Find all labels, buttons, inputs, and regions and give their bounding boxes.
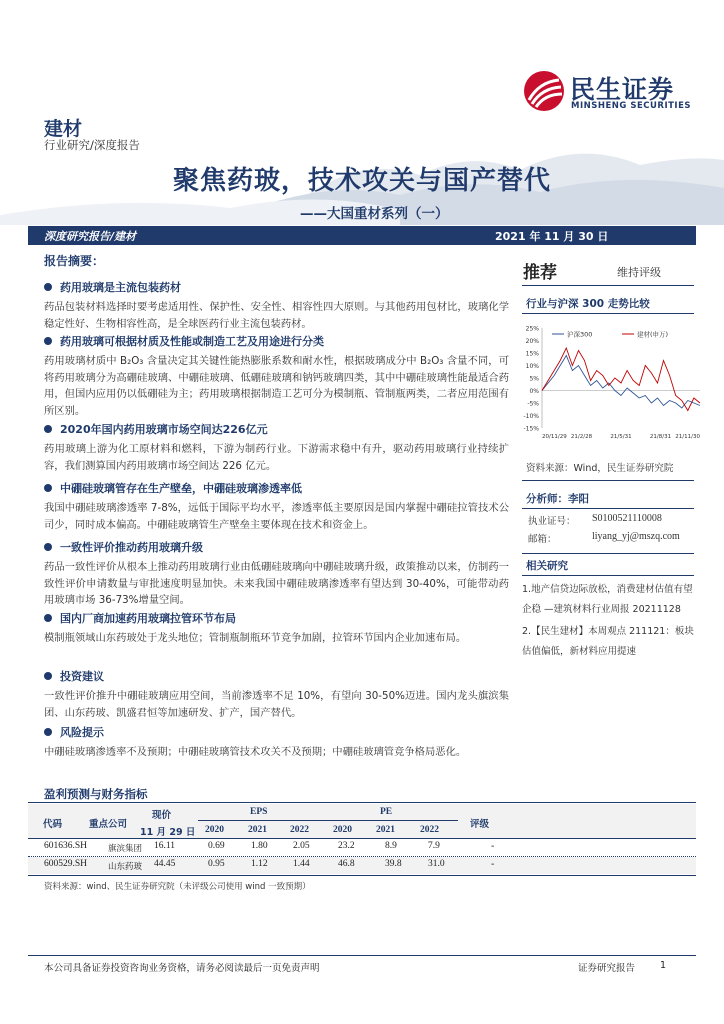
y-tick-label: 25% <box>525 325 539 333</box>
footer-disclaimer: 本公司具备证券投资咨询业务资格，请务必阅读最后一页免责声明 <box>44 963 320 974</box>
cell-eps: 1.44 <box>293 859 310 869</box>
cell-code: 601636.SH <box>44 841 88 851</box>
table-top-rule <box>28 802 696 803</box>
legend-label: 沪深300 <box>567 330 593 339</box>
bullet-icon <box>44 425 52 433</box>
bullet-icon <box>44 484 52 492</box>
summary-section <box>44 610 509 647</box>
divider <box>522 313 694 314</box>
y-tick-label: -10% <box>523 413 539 420</box>
cell-rating: - <box>491 859 495 870</box>
related-title: 相关研究 <box>526 560 568 572</box>
section-heading: 中硼硅玻璃管存在生产壁垒，中硼硅玻璃渗透率低 <box>60 482 302 495</box>
header-year: 2022 <box>420 825 439 835</box>
bullet-icon <box>44 337 52 345</box>
cell-pe: 23.2 <box>338 841 355 851</box>
x-tick-label: 21/2/28 <box>570 434 593 440</box>
header-sub-rule <box>198 820 458 821</box>
analyst-title: 分析师：李阳 <box>526 493 589 505</box>
bar-category: 深度研究报告/建材 <box>44 230 137 243</box>
header-code: 代码 <box>43 819 63 830</box>
header-year: 2021 <box>376 825 395 835</box>
y-tick-label: 5% <box>529 375 539 383</box>
logo-text: 民生证券 <box>570 75 675 104</box>
section-heading: 药用玻璃是主流包装药材 <box>60 281 181 294</box>
header-eps: EPS <box>250 807 268 817</box>
divider <box>522 575 694 576</box>
cell-company: 山东药玻 <box>108 862 143 872</box>
license-number: S0100521110008 <box>592 513 662 524</box>
divider <box>522 285 694 286</box>
section-text: 药品包装材料选择时要考虑适用性、保护性、安全性、相容性四大原则。与其他药用包材比，玻璃化学稳定性好、生物相容性高，是全球医药行业主流包装药材。 <box>44 301 509 330</box>
header-bar <box>28 226 696 245</box>
header-rating: 评级 <box>470 819 490 830</box>
x-tick-label: 21/11/30 <box>675 434 700 440</box>
legend-label: 建材(申万) <box>637 330 669 339</box>
header-company: 重点公司 <box>89 819 128 830</box>
cell-price: 16.11 <box>154 841 176 851</box>
header-price: 现价 <box>152 810 172 821</box>
report-subtitle: ——大国重材系列（一） <box>300 206 449 222</box>
report-title: 聚焦药玻，技术攻关与国产替代 <box>172 166 551 196</box>
section-heading: 风险提示 <box>60 726 104 739</box>
section-text: 模制瓶领域山东药玻处于龙头地位；管制瓶制瓶环节竞争加剧，拉管环节国内企业加速布局。 <box>44 632 467 644</box>
chart-title: 行业与沪深 300 走势比较 <box>526 298 650 310</box>
summary-section <box>44 480 509 533</box>
header-price-date: 11 月 29 日 <box>140 827 196 838</box>
series-line <box>542 348 700 411</box>
y-tick-label: -15% <box>523 425 539 433</box>
x-tick-label: 21/8/31 <box>649 434 672 440</box>
report-type: 行业研究/深度报告 <box>44 138 140 152</box>
table-header-bg <box>28 804 696 838</box>
header-year: 2022 <box>290 825 309 835</box>
summary-section <box>44 724 509 761</box>
header-year: 2021 <box>248 825 267 835</box>
table-title: 盈利预测与财务指标 <box>44 787 148 801</box>
summary-section <box>44 539 509 609</box>
table-row <box>28 839 696 856</box>
related-item[interactable]: 2.【民生建材】本周观点 211121：板块估值偏低，新材料应用提速 <box>522 626 694 657</box>
summary-label: 报告摘要： <box>44 254 105 268</box>
y-tick-label: -5% <box>527 400 539 408</box>
series-line <box>542 356 700 409</box>
header-year: 2020 <box>205 825 224 835</box>
email-label: 邮箱： <box>528 534 557 545</box>
cell-eps: 2.05 <box>293 841 310 851</box>
bullet-icon <box>44 283 52 291</box>
header-pe: PE <box>380 807 393 817</box>
bullet-icon <box>44 614 52 622</box>
cell-code: 600529.SH <box>44 859 88 869</box>
recommend-label: 推荐 <box>523 263 557 283</box>
minsheng-logo-icon <box>523 70 565 112</box>
section-text: 一致性评价推升中硼硅玻璃应用空间，当前渗透率不足 10%，有望向 30-50%迈进。国内龙头旗滨集团、山东药玻、凯盛君恒等加速研发、扩产，国产替代。 <box>44 690 509 719</box>
cell-eps: 1.80 <box>251 841 268 851</box>
logo-english: MINSHENG SECURITIES <box>571 101 691 111</box>
summary-section <box>44 421 509 474</box>
cell-company: 旗滨集团 <box>108 844 143 854</box>
cell-eps: 0.69 <box>208 841 225 851</box>
related-item[interactable]: 1.地产信贷边际放松，消费建材估值有望企稳 —建筑材料行业周报 20211128 <box>522 584 693 615</box>
section-heading: 国内厂商加速药用玻璃拉管环节布局 <box>60 612 236 625</box>
chart-source: 资料来源：Wind，民生证券研究院 <box>526 463 674 474</box>
y-tick-label: 20% <box>525 338 539 345</box>
divider <box>522 553 694 554</box>
cell-pe: 46.8 <box>338 859 355 869</box>
y-tick-label: 15% <box>525 350 539 358</box>
summary-section <box>44 279 509 332</box>
cell-pe: 7.9 <box>428 841 440 851</box>
summary-section <box>44 668 509 721</box>
cell-price: 44.45 <box>154 859 176 869</box>
section-heading: 2020年国内药用玻璃市场空间达226亿元 <box>60 423 268 436</box>
bullet-icon <box>44 728 52 736</box>
section-heading: 药用玻璃可根据材质及性能或制造工艺及用途进行分类 <box>60 335 324 348</box>
header-year: 2020 <box>333 825 352 835</box>
bullet-icon <box>44 672 52 680</box>
section-text: 药用玻璃上游为化工原材料和燃料，下游为制药行业。下游需求稳中有升，驱动药用玻璃行业持续扩容，我们测算国内药用玻璃市场空间达 226 亿元。 <box>44 443 509 472</box>
cell-pe: 39.8 <box>385 859 402 869</box>
rating-label: 维持评级 <box>617 266 661 279</box>
section-heading: 投资建议 <box>60 670 104 683</box>
footer-rule <box>28 955 696 956</box>
table-bottom-rule <box>28 875 696 876</box>
sector-label: 建材 <box>44 118 83 140</box>
divider <box>522 508 694 509</box>
cell-rating: - <box>491 841 495 852</box>
section-text: 药品一致性评价从根本上推动药用玻璃行业由低硼硅玻璃向中硼硅玻璃升级，政策推动以来，仿制药一致性评价申请数量与审批速度明显加快。未来我国中硼硅玻璃渗透率有望达到 30-40%，可能带动药用玻璃市场 36-73%增量空间。 <box>44 561 509 606</box>
section-text: 中硼硅玻璃渗透率不及预期；中硼硅玻璃管技术攻关不及预期；中硼硅玻璃管竞争格局恶化。 <box>44 746 467 758</box>
cell-pe: 8.9 <box>385 841 397 851</box>
bullet-icon <box>44 543 52 551</box>
table-row <box>28 857 696 874</box>
x-tick-label: 20/11/29 <box>542 434 567 440</box>
analyst-email-link[interactable]: liyang_yj@mszq.com <box>592 531 680 542</box>
x-tick-label: 21/5/31 <box>610 434 632 440</box>
summary-section <box>44 333 509 419</box>
cell-eps: 0.95 <box>208 859 225 869</box>
y-tick-label: 10% <box>525 363 539 370</box>
report-date: 2021 年 11 月 30 日 <box>495 230 609 243</box>
divider <box>522 480 694 481</box>
license-label: 执业证号： <box>528 516 576 527</box>
footer-report-label: 证券研究报告 <box>578 963 636 974</box>
trend-chart <box>518 320 704 445</box>
section-text: 药用玻璃材质中 B₂O₃ 含量决定其关键性能热膨胀系数和耐水性，根据玻璃成分中 B₂O₃ 含量不同，可将药用玻璃分为高硼硅玻璃、中硼硅玻璃、低硼硅玻璃和钠钙玻璃四类，其中中硼硅玻璃性能最适合药用，但国内应用仍以低硼硅为主；药用玻璃根据制造工艺可分为模制瓶、管制瓶两类，二者应用范围有所区别。 <box>44 355 509 417</box>
cell-pe: 31.0 <box>428 859 445 869</box>
cell-eps: 1.12 <box>251 859 268 869</box>
y-tick-label: 0% <box>529 388 539 395</box>
section-text: 我国中硼硅玻璃渗透率 7-8%，远低于国际平均水平，渗透率低主要原因是国内掌握中硼硅拉管技术公司少，同时成本偏高。中硼硅玻璃管生产壁垒主要体现在技术和资金上。 <box>44 502 509 531</box>
section-heading: 一致性评价推动药用玻璃升级 <box>60 541 203 554</box>
page-number: 1 <box>660 960 667 971</box>
table-source: 资料来源：wind、民生证券研究院（未评级公司使用 wind 一致预期） <box>44 882 311 892</box>
